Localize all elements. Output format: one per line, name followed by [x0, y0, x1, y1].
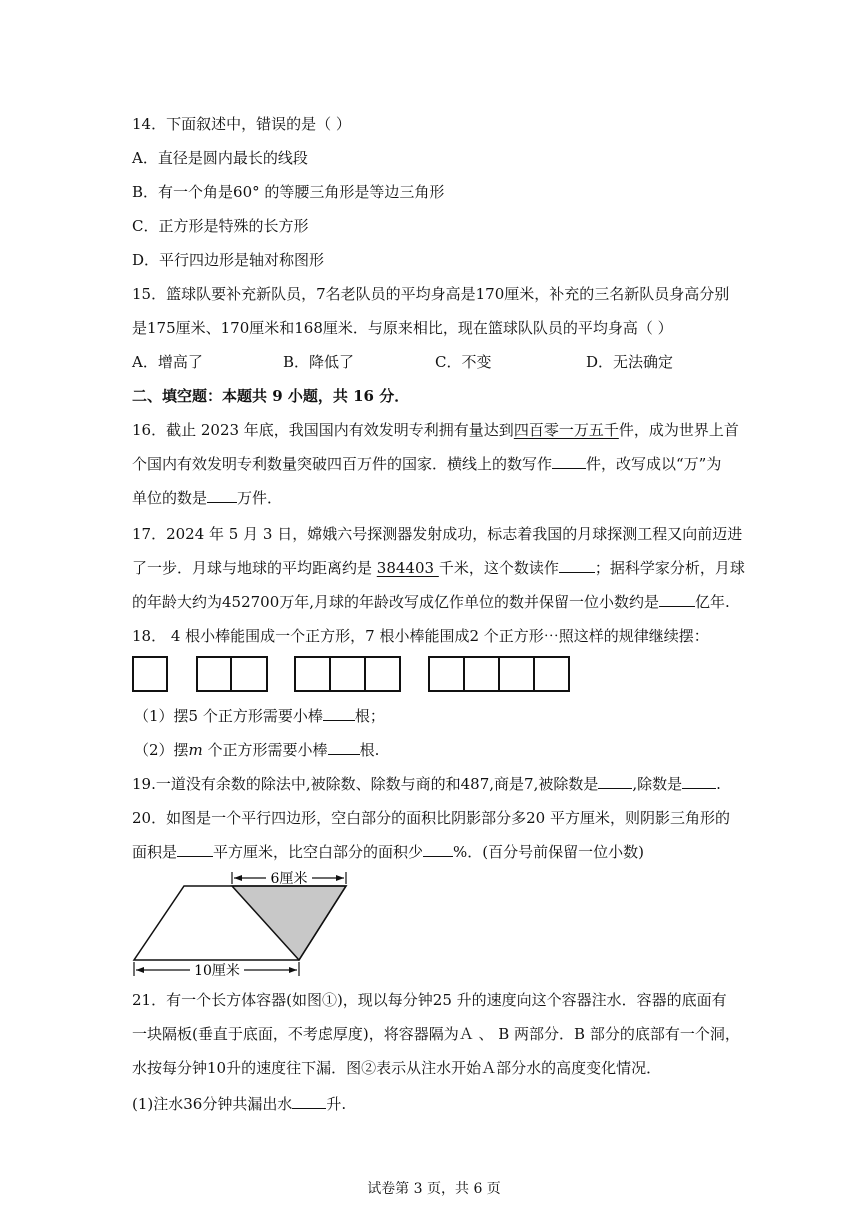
- q17-line2: [132, 558, 745, 578]
- q17-underlined-number: 384403: [376, 559, 439, 577]
- square-3c: [364, 656, 401, 692]
- q17-text: 了一步．月球与地球的平均距离约是: [132, 559, 377, 577]
- square-2b: [230, 656, 268, 692]
- answer-blank[interactable]: [292, 1094, 326, 1109]
- arrow-head-icon: [289, 967, 297, 973]
- q18-variable: m: [188, 741, 203, 759]
- q16-text: 单位的数是: [132, 489, 208, 507]
- answer-blank[interactable]: [559, 558, 595, 573]
- q21-text: 升.: [326, 1095, 347, 1113]
- q17-text: 千米，这个数读作: [438, 559, 559, 577]
- answer-blank[interactable]: [323, 706, 355, 721]
- answer-blank[interactable]: [207, 488, 237, 503]
- q19-text: 19.一道没有余数的除法中,被除数、除数与商的和487,商是7,被除数是: [132, 775, 599, 793]
- q19-text: ,除数是: [632, 775, 683, 793]
- q18-text: （1）摆5 个正方形需要小棒: [134, 707, 323, 725]
- q15-option-a: A．增高了: [132, 353, 203, 371]
- q14-option-c: C．正方形是特殊的长方形: [132, 217, 309, 235]
- q21-part1: [132, 1094, 346, 1114]
- square-3a: [294, 656, 331, 692]
- q19-text: .: [716, 775, 721, 793]
- q15-option-c: C．不变: [435, 353, 492, 371]
- q16-underlined-number: 四百零一万五千: [513, 421, 619, 439]
- q16-text: 个国内有效发明专利数量突破四百万件的国家．横线上的数写作: [132, 455, 553, 473]
- q21-text: (1)注水36分钟共漏出水: [132, 1095, 293, 1113]
- q19-line: [132, 774, 721, 794]
- q18-text: （2）摆: [134, 741, 189, 759]
- q20-line2: [132, 842, 644, 862]
- q16-text: 件，成为世界上首: [618, 421, 739, 439]
- arrow-head-icon: [234, 875, 242, 881]
- q18-stem: 18． 4 根小棒能围成一个正方形，7 根小棒能围成2 个正方形⋯照这样的规律继续摆：: [132, 627, 709, 645]
- square-1: [132, 656, 168, 692]
- q18-part1: [134, 706, 385, 726]
- square-3b: [329, 656, 366, 692]
- shaded-triangle: [232, 886, 346, 960]
- q16-text: 万件．: [237, 489, 283, 507]
- q16-line2: [132, 454, 721, 474]
- top-length-label: 6厘米: [270, 871, 308, 887]
- page-footer: 试卷第 3 页，共 6 页: [367, 1181, 501, 1197]
- q16-line1: [132, 420, 739, 440]
- answer-blank[interactable]: [423, 842, 453, 857]
- q17-line1: 17．2024 年 5 月 3 日，嫦娥六号探测器发射成功，标志着我国的月球探测工程又向前迈进: [132, 525, 743, 543]
- q18-text: 根.: [359, 741, 380, 759]
- q18-part2: [134, 740, 379, 760]
- q17-text: ；据科学家分析，月球: [594, 559, 745, 577]
- bottom-length-label: 10厘米: [194, 963, 240, 979]
- q15-line2: 是175厘米、170厘米和168厘米．与原来相比，现在篮球队队员的平均身高（ ）: [132, 319, 673, 337]
- q20-text: %．(百分号前保留一位小数): [453, 843, 644, 861]
- q18-text: 个正方形需要小棒: [202, 741, 328, 759]
- arrow-head-icon: [136, 967, 144, 973]
- q16-text: 16．截止 2023 年底，我国国内有效发明专利拥有量达到: [132, 421, 514, 439]
- q20-line1: 20．如图是一个平行四边形，空白部分的面积比阴影部分多20 平方厘米，则阴影三角形的: [132, 809, 730, 827]
- q14-option-d: D．平行四边形是轴对称图形: [132, 251, 325, 269]
- answer-blank[interactable]: [682, 774, 716, 789]
- q16-line3: [132, 488, 282, 508]
- q21-line1: 21．有一个长方体容器(如图①)，现以每分钟25 升的速度向这个容器注水．容器的底面有: [132, 991, 727, 1009]
- q18-text: 根；: [354, 707, 385, 725]
- q20-text: 面积是: [132, 843, 178, 861]
- q14-option-a: A．直径是圆内最长的线段: [132, 149, 308, 167]
- parallelogram-figure: [126, 864, 356, 982]
- square-4d: [533, 656, 570, 692]
- q21-line3: 水按每分钟10升的速度往下漏．图②表示从注水开始Ａ部分水的高度变化情况．: [132, 1059, 662, 1077]
- q15-option-d: D．无法确定: [586, 353, 674, 371]
- q16-text: 件，改写成以“万”为: [586, 455, 722, 473]
- square-4c: [498, 656, 535, 692]
- q14-option-b: B．有一个角是60° 的等腰三角形是等边三角形: [132, 183, 445, 201]
- section-heading: 二、填空题：本题共 9 小题，共 16 分．: [132, 387, 410, 405]
- q21-line2: 一块隔板(垂直于底面，不考虑厚度)，将容器隔为Ａ 、 B 两部分．B 部分的底部有一个洞，: [132, 1025, 740, 1043]
- q17-line3: [132, 592, 730, 612]
- answer-blank[interactable]: [328, 740, 360, 755]
- answer-blank[interactable]: [177, 842, 213, 857]
- arrow-head-icon: [336, 875, 344, 881]
- square-4a: [428, 656, 465, 692]
- q17-text: 的年龄大约为452700万年,月球的年龄改写成亿作单位的数并保留一位小数约是: [132, 593, 660, 611]
- q17-text: 亿年.: [695, 593, 730, 611]
- q20-text: 平方厘米，比空白部分的面积少: [213, 843, 424, 861]
- q15-line1: 15．篮球队要补充新队员，7名老队员的平均身高是170厘米，补充的三名新队员身高分别: [132, 285, 730, 303]
- q15-option-b: B．降低了: [283, 353, 355, 371]
- q14-stem: 14．下面叙述中，错误的是（ ）: [132, 115, 351, 133]
- square-4b: [463, 656, 500, 692]
- square-2a: [196, 656, 232, 692]
- answer-blank[interactable]: [552, 454, 586, 469]
- answer-blank[interactable]: [659, 592, 695, 607]
- answer-blank[interactable]: [598, 774, 632, 789]
